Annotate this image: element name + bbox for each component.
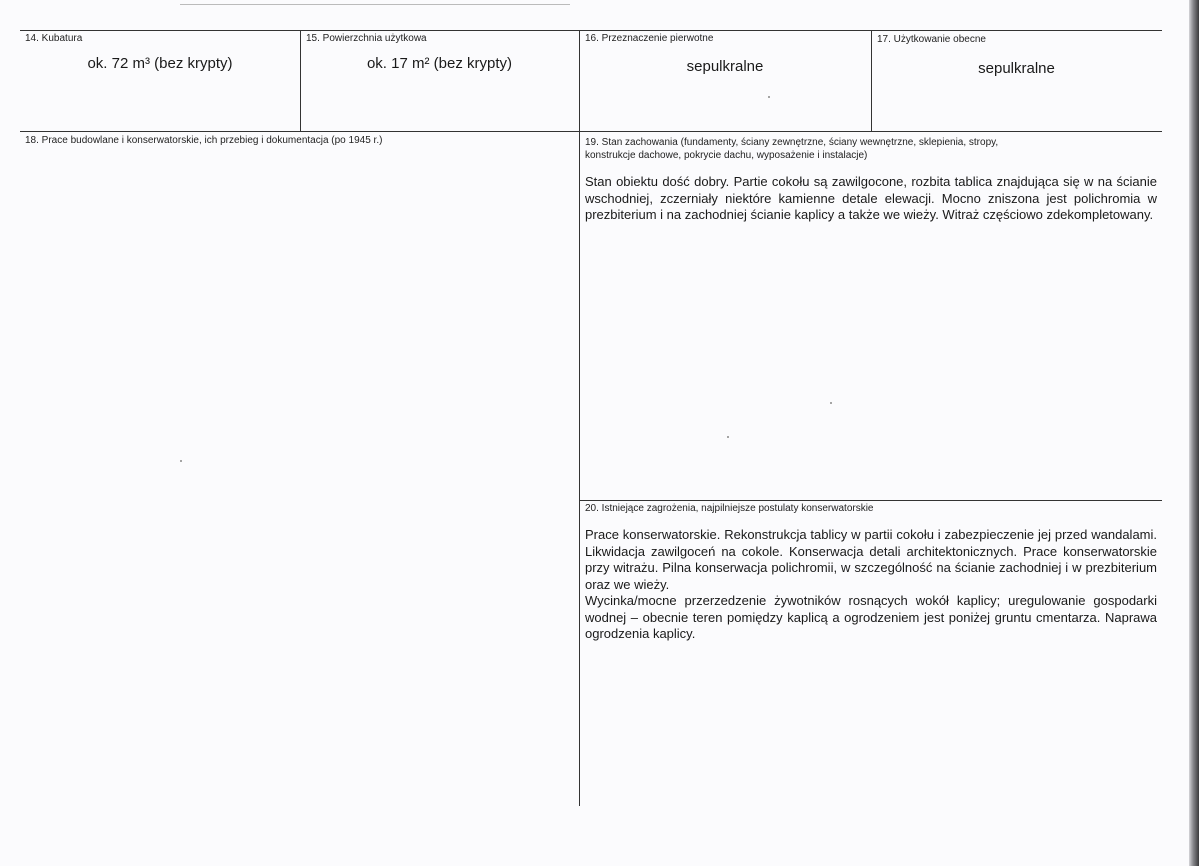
prace-label: 18. Prace budowlane i konserwatorskie, ich przebieg i dokumentacja (po 1945 r.) bbox=[25, 135, 383, 146]
przeznaczenie-value: sepulkralne bbox=[686, 58, 764, 75]
scan-edge-shadow bbox=[1189, 0, 1199, 866]
stan-label-line2: konstrukcje dachowe, pokrycie dachu, wyposażenie i instalacje) bbox=[585, 150, 868, 161]
kubatura-value: ok. 72 m³ (bez krypty) bbox=[87, 55, 233, 72]
stan-paragraph: Stan obiektu dość dobry. Partie cokołu są zawilgocone, rozbita tablica znajdująca się w na ścianie wschodniej, zczerniały niektóre kamienne detale elewacji. Mocno zniszona jest polichromia w prezbiterium i na zachodniej ścianie kaplicy a także we wieży. Witraż częściowo zdekompletowany. bbox=[585, 174, 1157, 222]
stan-label-line1: 19. Stan zachowania (fundamenty, ściany zewnętrzne, ściany wewnętrzne, sklepienia, stropy, bbox=[585, 137, 999, 148]
kubatura-label: 14. Kubatura bbox=[25, 33, 83, 44]
row2-top-border bbox=[20, 131, 1162, 132]
col-divider-16-17 bbox=[871, 30, 872, 131]
scan-speck bbox=[768, 96, 770, 98]
zagrozenia-label: 20. Istniejące zagrożenia, najpilniejsze postulaty konserwatorskie bbox=[585, 503, 874, 514]
scan-speck bbox=[830, 402, 832, 404]
przeznaczenie-label: 16. Przeznaczenie pierwotne bbox=[585, 33, 714, 44]
section20-top-border bbox=[580, 500, 1162, 501]
powierzchnia-value: ok. 17 m² (bez krypty) bbox=[366, 55, 513, 72]
zagrozenia-paragraph-2: Wycinka/mocne przerzedzenie żywotników rosnących wokół kaplicy; uregulowanie gospodarki wodnej – obecnie teren pomiędzy kaplicą a ogrodzeniem jest poniżej gruntu cmentarza. Naprawa ogrodzenia kaplicy. bbox=[585, 593, 1157, 641]
zagrozenia-paragraph-1: Prace konserwatorskie. Rekonstrukcja tablicy w partii cokołu i zabezpieczenie jej przed wandalami. Likwidacja zawilgoceń na cokole. Konserwacja detali architektonicznych. Prace konserwatorskie przy witrażu. Pilna konserwacja polichromii, w szczególność na ścianie zachodniej i w prezbiterium oraz we wieży. bbox=[585, 527, 1157, 592]
uzytkowanie-value: sepulkralne bbox=[978, 60, 1055, 77]
scan-speck bbox=[727, 436, 729, 438]
top-faint-line bbox=[180, 4, 570, 5]
stan-text bbox=[585, 174, 1157, 224]
scan-speck bbox=[180, 460, 182, 462]
row1-top-border bbox=[20, 30, 1162, 31]
col-divider-14-15 bbox=[300, 30, 301, 131]
uzytkowanie-label: 17. Użytkowanie obecne bbox=[877, 34, 986, 45]
powierzchnia-label: 15. Powierzchnia użytkowa bbox=[306, 33, 427, 44]
col-divider-main bbox=[579, 30, 580, 806]
zagrozenia-text bbox=[585, 527, 1157, 643]
